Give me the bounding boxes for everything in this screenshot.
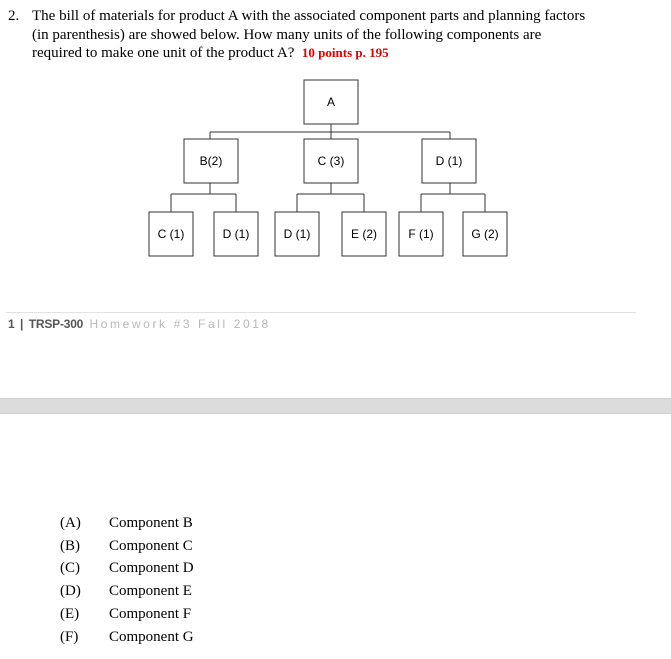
option-letter: (E) <box>60 606 80 623</box>
leaf-6-label: G (2) <box>471 227 499 241</box>
page-footer <box>8 317 271 331</box>
course-code: TRSP-300 <box>28 317 84 331</box>
option-text: Component E <box>109 583 192 600</box>
option-text: Component C <box>109 537 193 554</box>
leaf-5-label: F (1) <box>408 227 434 241</box>
answer-options <box>60 512 194 649</box>
node-a-label: A <box>326 95 336 109</box>
option-item <box>60 512 194 535</box>
option-letter: (C) <box>60 560 80 577</box>
option-letter: (F) <box>60 628 79 645</box>
option-text: Component B <box>109 514 193 531</box>
homework-title: Homework #3 Fall 2018 <box>89 317 271 331</box>
option-text: Component G <box>109 628 194 645</box>
option-item <box>60 558 194 581</box>
leaf-3-label: D (1) <box>283 227 311 241</box>
question-line-3: required to make one unit of the product A? <box>32 45 295 61</box>
option-letter: (D) <box>60 583 81 600</box>
footer-divider <box>6 312 636 313</box>
option-letter: (B) <box>60 537 80 554</box>
page-break <box>0 398 671 414</box>
option-item <box>60 580 194 603</box>
option-item <box>60 603 194 626</box>
option-letter: (A) <box>60 514 81 531</box>
option-text: Component F <box>109 606 192 623</box>
node-b-label: B(2) <box>199 154 223 168</box>
bill-of-materials-diagram <box>0 0 671 300</box>
question-line-2: (in parenthesis) are showed below. How many units of the following components are <box>32 26 542 43</box>
leaf-2-label: D (1) <box>222 227 250 241</box>
leaf-4-label: E (2) <box>350 227 378 241</box>
option-text: Component D <box>109 560 194 577</box>
footer-separator: | <box>20 317 24 331</box>
question-number: 2. <box>8 8 20 24</box>
points-note: 10 points p. 195 <box>301 45 389 60</box>
leaf-1-label: C (1) <box>157 227 185 241</box>
option-item <box>60 535 194 558</box>
node-c-label: C (3) <box>317 154 345 168</box>
option-item <box>60 626 194 649</box>
page-number: 1 <box>8 317 15 331</box>
question-line-1: The bill of materials for product A with the associated component parts and planning factors <box>32 8 586 24</box>
node-d-label: D (1) <box>435 154 463 168</box>
